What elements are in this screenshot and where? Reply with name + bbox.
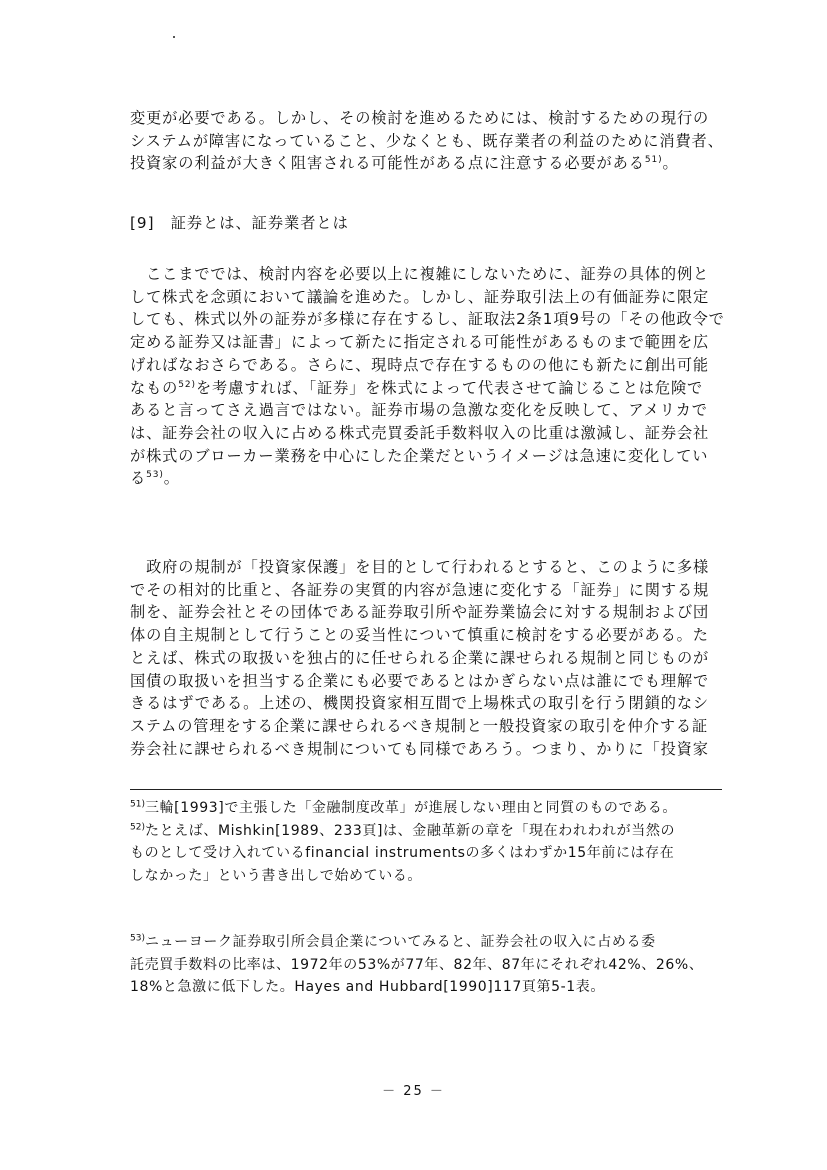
footnote-mark-51: 51)	[130, 799, 145, 810]
footnote-mark-52: 52)	[130, 821, 145, 832]
intro-line-3: 投資家の利益が大きく阻害される可能性がある点に注意する必要がある	[130, 154, 645, 173]
body-paragraph-1: ここまででは、検討内容を必要以上に複雑にしないために、証券の具体的例と して株式を念頭において議論を進めた。しかし、証券取引法上の有価証券に限定 しても、株式以外の証券が多様に存在するし、証取法2条1項9号の「その他政令で 定める証券又は証書」によって新たに指定される可能性があるものまで範囲を広 げればなおさらである。さらに、現時点で存在するものの他にも新たに創出可能 なもの$^{52)}$を考慮すれば、「証券」を株式によって代表させて論じることは危険で あると言ってさえ過言ではない。証券市場の急激な変化を反映して、アメリカで は、証券会社の収入に占める株式売買委託手数料収入の比重は激減し、証券会社 が株式のブローカー業務を中心にした企業だというイメージは急速に変化してい る$^{53)}$。	[130, 265, 725, 488]
footnote-mark-53: 53)	[130, 933, 145, 944]
intro-line-2: システムが障害になっていること、少なくとも、既存業者の利益のために消費者、	[130, 131, 724, 150]
intro-paragraph: 変更が必要である。しかし、その検討を進めるためには、検討するための現行の システムが障害になっていること、少なくとも、既存業者の利益のために消費者、 投資家の利益が大きく阻害される可能性がある点に注意する必要がある$^{51)}$。	[130, 109, 724, 173]
footnotes-block: $^{51)}$三輪[1993]で主張した「金融制度改革」が進展しない理由と同質のものである。 $^{52)}$たとえば、Mishkin[1989、233頁]は、金融革新の章を「現在われわれが当然の ものとして受け入れているfinancial instrumentsの多くはわずか15年前には存在 しなかった」という書き出しで始めている。	[130, 799, 677, 884]
scan-speck	[173, 36, 175, 38]
footnote-ref-51: 51)	[644, 155, 663, 166]
footnote-53: $^{53)}$ニューヨーク証券取引所会員企業についてみると、証券会社の収入に占める委 託売買手数料の比率は、1972年の53%が77年、82年、87年にそれぞれ42%、26%、 18%と急激に低下した。Hayes and Hubbard[1990]117頁第5-1表。	[130, 933, 704, 996]
footnote-ref-53: 53)	[146, 470, 164, 481]
section-heading: [9] 証券とは、証券業者とは	[130, 214, 349, 232]
intro-line-1: 変更が必要である。しかし、その検討を進めるためには、検討するための現行の	[130, 109, 710, 127]
footnote-ref-52: 52)	[178, 379, 196, 390]
footnote-separator	[130, 789, 722, 790]
footnote-51-text: 三輪[1993]で主張した「金融制度改革」が進展しない理由と同質のものである。	[144, 800, 677, 816]
page-number: － 25 －	[382, 1084, 445, 1099]
body-paragraph-2: 政府の規制が「投資家保護」を目的として行われるとすると、このように多様 でその相対的比重と、各証券の実質的内容が急速に変化する「証券」に関する規 制を、証券会社とその団体である証券取引所や証券業協会に対する規制および団 体の自主規制として行うことの妥当性について慎重に検討をする必要がある。た とえば、株式の取扱いを独占的に任せられる企業に課せられる規制と同じものが 国債の取扱いを担当する企業にも必要であるとはかぎらない点は誰にでも理解で きるはずである。上述の、機関投資家相互間で上場株式の取引を行う閉鎖的なシ ステムの管理をする企業に課せられるべき規制と一般投資家の取引を仲介する証 券会社に課せられるべき規制についても同様であろう。つまり、かりに「投資家	[130, 558, 710, 758]
